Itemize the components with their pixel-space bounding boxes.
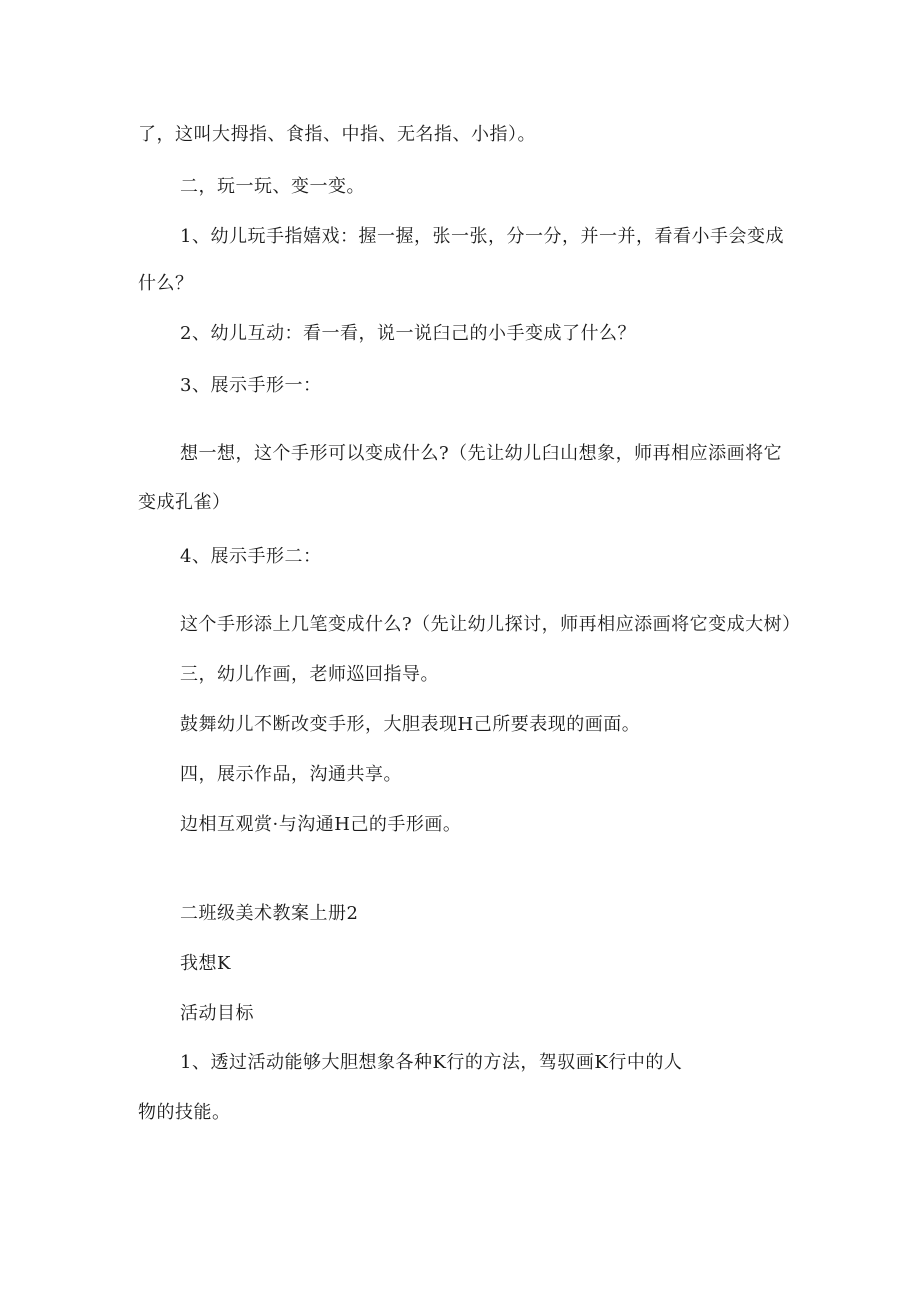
- text-line: 了，这叫大拇指、食指、中指、无名指、小指）。: [138, 124, 536, 145]
- text-line: 变成孔雀）: [138, 492, 231, 513]
- section-heading: 四，展示作品，沟通共享。: [180, 764, 402, 785]
- section-heading: 三，幼儿作画，老师巡回指导。: [180, 664, 439, 685]
- text-line: 这个手形添上几笔变成什么?（先让幼儿探讨，师再相应添画将它变成大树）: [180, 614, 801, 635]
- numbered-item: 3、展示手形一：: [180, 375, 322, 396]
- text-line: 鼓舞幼儿不断改变手形，大胆表现H己所要表现的画面。: [180, 714, 641, 735]
- section-heading: 活动目标: [180, 1003, 254, 1024]
- text-line: 边相互观赏·与沟通H己的手形画。: [180, 814, 462, 835]
- numbered-item: 1、幼儿玩手指嬉戏：握一握，张一张，分一分，并一并，看看小手会变成: [180, 226, 784, 247]
- numbered-item: 2、幼儿互动：看一看，说一说臼己的小手变成了什么？: [180, 323, 636, 344]
- document-title: 二班级美术教案上册2: [180, 903, 359, 924]
- lesson-title: 我想K: [180, 953, 231, 974]
- section-heading: 二，玩一玩、变一变。: [180, 176, 365, 197]
- text-line: 什么？: [138, 273, 194, 294]
- numbered-item: 4、展示手形二：: [180, 546, 322, 567]
- numbered-item: 1、透过活动能够大胆想象各种K行的方法，驾驭画K行中的人: [180, 1052, 683, 1073]
- text-line: 物的技能。: [138, 1102, 231, 1123]
- text-line: 想一想，这个手形可以变成什么?（先让幼儿臼山想象，师再相应添画将它: [180, 443, 783, 464]
